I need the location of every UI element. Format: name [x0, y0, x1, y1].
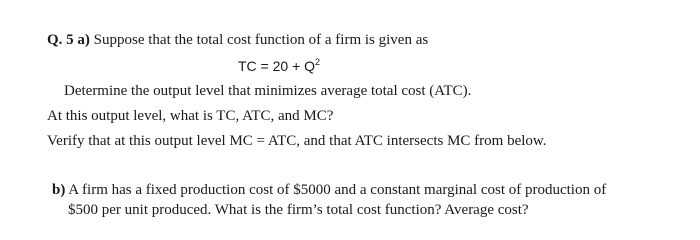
cost-function-equation	[238, 57, 320, 75]
equation-exponent: 2	[315, 57, 321, 67]
question-intro: Suppose that the total cost function of a firm is given as	[93, 32, 429, 48]
question-number: Q. 5 a)	[47, 32, 90, 48]
task-minimize-atc: Determine the output level that minimizes average total cost (ATC).	[64, 83, 472, 99]
task-compute-values: At this output level, what is TC, ATC, and MC?	[47, 108, 334, 124]
question-5b-line-2: $500 per unit produced. What is the firm’s total cost function? Average cost?	[68, 202, 529, 218]
question-5b-line-1	[52, 181, 606, 199]
task-verify: Verify that at this output level MC = ATC, and that ATC intersects MC from below.	[47, 133, 547, 149]
question-5b-label: b)	[52, 182, 66, 198]
question-5b-text-1: A firm has a fixed production cost of $5000 and a constant marginal cost of production of	[68, 182, 607, 198]
equation-base: TC = 20 + Q	[238, 58, 316, 74]
question-5a-header	[47, 31, 428, 49]
